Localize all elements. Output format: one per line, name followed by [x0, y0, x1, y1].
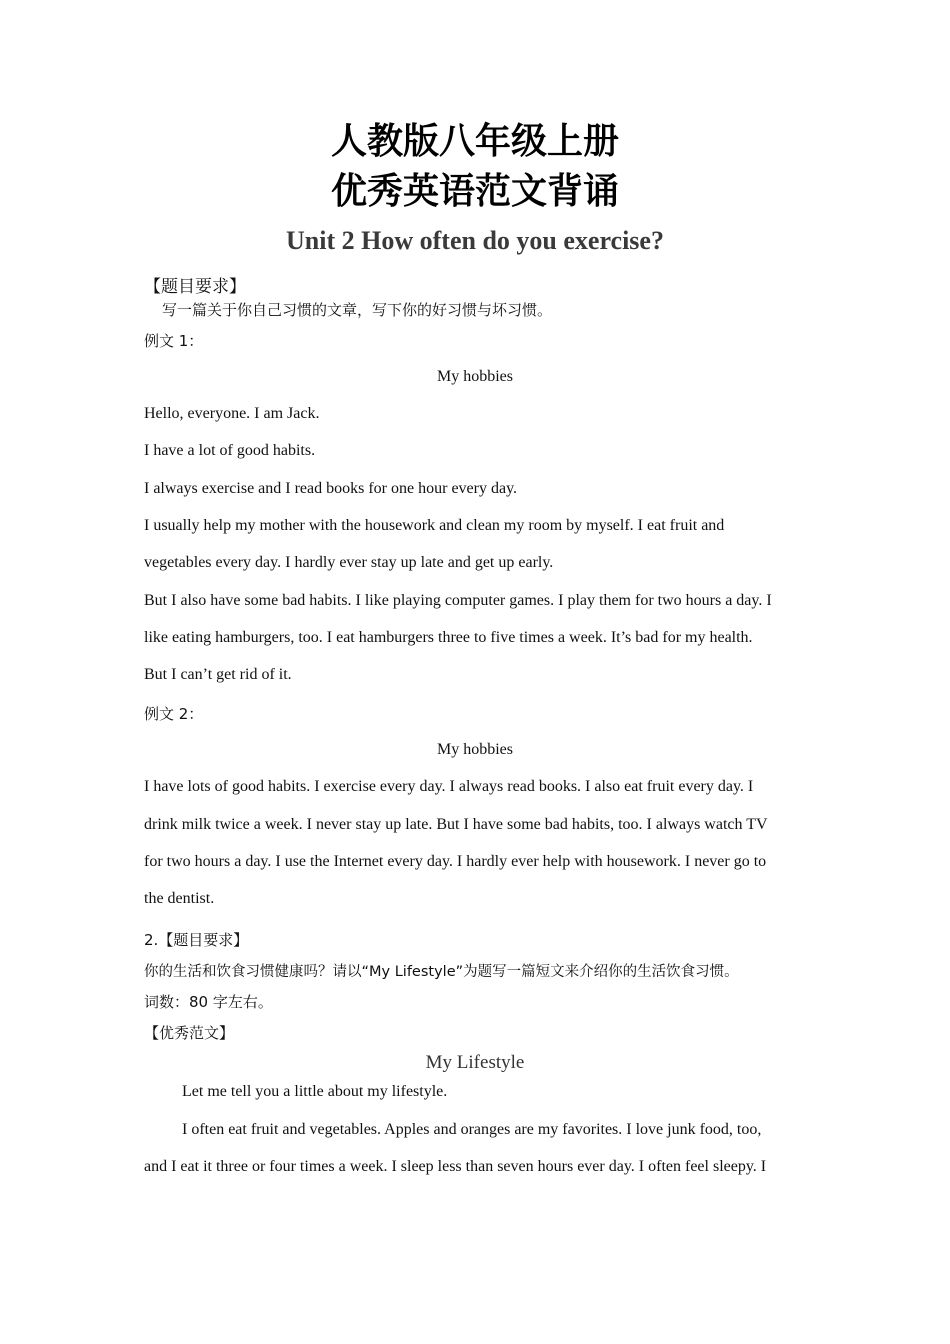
example-1-line: Hello, everyone. I am Jack.	[144, 405, 320, 422]
model-essay-heading: 【优秀范文】	[144, 1024, 235, 1042]
example-1-label: 例文 1：	[144, 332, 204, 350]
example-2-line: for two hours a day. I use the Internet every day. I hardly ever help with housework. I never go to	[144, 853, 767, 870]
example-2-line: drink milk twice a week. I never stay up late. But I have some bad habits, too. I always watch TV	[144, 816, 768, 833]
requirement-heading: 【题目要求】	[144, 277, 246, 297]
model-essay-title: My Lifestyle	[425, 1052, 525, 1073]
example-1-line: I have a lot of good habits.	[144, 442, 316, 459]
example-2-label: 例文 2：	[144, 705, 204, 723]
example-2-line: the dentist.	[144, 890, 215, 907]
model-essay-line: Let me tell you a little about my lifestyle.	[182, 1083, 448, 1100]
example-1-line: But I also have some bad habits. I like playing computer games. I play them for two hours a day. I	[144, 592, 772, 609]
example-1-line: I always exercise and I read books for one hour every day.	[144, 480, 518, 497]
requirement-2-line-1: 你的生活和饮食习惯健康吗？请以“My Lifestyle”为题写一篇短文来介绍你的生活饮食习惯。	[144, 964, 739, 980]
requirement-2-heading: 2.【题目要求】	[144, 931, 249, 949]
example-2-title: My hobbies	[437, 741, 513, 758]
model-essay-line: and I eat it three or four times a week. I sleep less than seven hours ever day. I often feel sleepy. I	[144, 1158, 767, 1175]
example-1-title: My hobbies	[437, 368, 513, 385]
main-title-line-1: 人教版八年级上册	[330, 120, 619, 162]
main-title-line-2: 优秀英语范文背诵	[330, 170, 619, 212]
requirement-2-line-2: 词数：80 字左右。	[144, 993, 273, 1011]
example-1-line: But I can’t get rid of it.	[144, 666, 292, 683]
unit-title: Unit 2 How often do you exercise?	[286, 226, 664, 255]
example-1-line: I usually help my mother with the housework and clean my room by myself. I eat fruit and	[144, 517, 725, 534]
example-2-line: I have lots of good habits. I exercise every day. I always read books. I also eat fruit every day. I	[144, 778, 754, 795]
example-1-line: vegetables every day. I hardly ever stay up late and get up early.	[144, 554, 554, 571]
requirement-text: 写一篇关于你自己习惯的文章，写下你的好习惯与坏习惯。	[162, 301, 553, 319]
example-1-line: like eating hamburgers, too. I eat hamburgers three to five times a week. It’s bad for my health.	[144, 629, 753, 646]
model-essay-line: I often eat fruit and vegetables. Apples and oranges are my favorites. I love junk food, too,	[182, 1121, 762, 1138]
